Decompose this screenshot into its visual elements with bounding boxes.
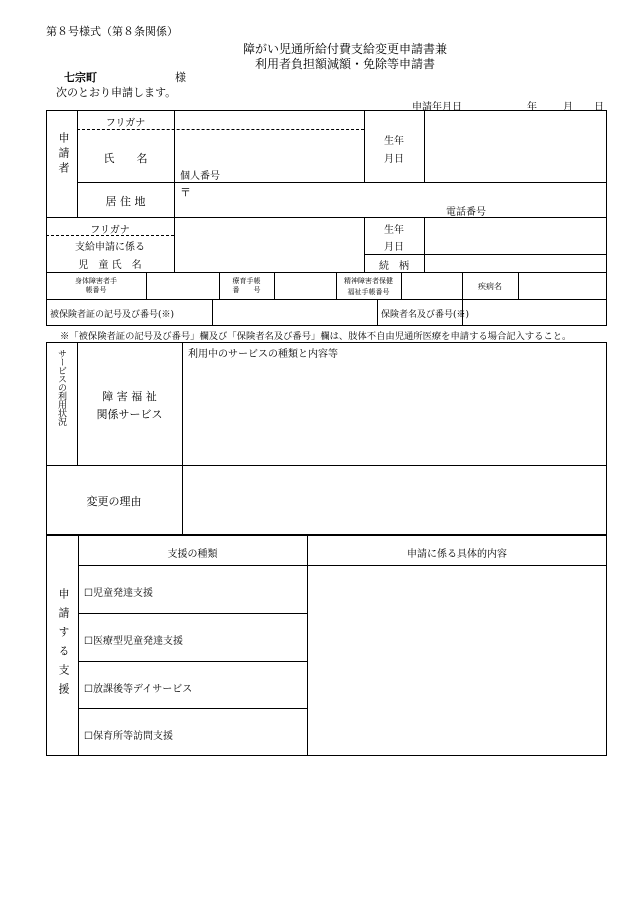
child-birth-l2: 月日: [384, 242, 404, 253]
physical-handbook-l1: 身体障害者手: [75, 277, 117, 285]
ryoiku-handbook-l1: 療育手帳: [232, 277, 261, 285]
physical-handbook-l2: 帳番号: [85, 286, 107, 294]
title-line1: 障がい児通所給付費支給変更申請書兼: [242, 42, 447, 56]
honorific: 様: [175, 71, 186, 84]
support-item-nursery-visit-support[interactable]: ☐保育所等訪問支援: [84, 731, 173, 742]
mynumber-label: 個人番号: [180, 171, 220, 182]
phone-label: 電話番号: [446, 207, 486, 218]
change-reason-label: 変更の理由: [86, 495, 142, 508]
service-content-label: 利用中のサービスの種類と内容等: [188, 349, 338, 360]
mental-handbook-l2: 福祉手帳番号: [347, 288, 390, 296]
child-name-l1: 支給申請に係る: [75, 242, 145, 253]
date-year: 年: [527, 102, 537, 113]
relation-label: 続 柄: [379, 261, 409, 272]
intro-text: 次のとおり申請します。: [56, 86, 177, 99]
applicant-side-label: 申請者: [57, 132, 70, 177]
support-item-child-development[interactable]: ☐児童発達支援: [84, 588, 153, 599]
date-label: 申請年月日: [412, 102, 462, 113]
support-item-after-school-day-service[interactable]: ☐放課後等デイサービス: [84, 684, 193, 695]
date-day: 日: [594, 102, 604, 113]
postal-mark: 〒: [180, 186, 191, 199]
insurance-note: ※「被保険者証の記号及び番号」欄及び「保険者名及び番号」欄は、肢体不自由児通所医療を申請する場合記入すること。: [60, 331, 572, 342]
applicant-birth-l2: 月日: [384, 154, 404, 165]
support-item-medical-child-development[interactable]: ☐医療型児童発達支援: [84, 636, 183, 647]
support-detail-header: 申請に係る具体的内容: [407, 549, 507, 560]
child-birth-l1: 生年: [384, 225, 404, 236]
disease-label: 疾病名: [478, 282, 502, 291]
applicant-birth-l1: 生年: [384, 136, 404, 147]
service-side-label: サービスの利用状況: [56, 349, 66, 426]
form-number: 第８号様式（第８条関係）: [46, 25, 178, 38]
title-line2: 利用者負担額減額・免除等申請書: [254, 57, 435, 71]
insurer-label: 保険者名及び番号(※): [381, 310, 470, 320]
mental-handbook-l1: 精神障害者保健: [344, 277, 393, 285]
insured-label: 被保険者証の記号及び番号(※): [50, 310, 175, 320]
applicant-furigana-label: フリガナ: [105, 118, 146, 129]
welfare-service-l2: 関係サービス: [96, 408, 163, 421]
date-month: 月: [563, 102, 573, 113]
child-furigana-label: フリガナ: [90, 225, 130, 236]
child-name-l2: 児 童 氏 名: [78, 260, 142, 271]
support-type-header: 支援の種類: [167, 549, 218, 560]
ryoiku-handbook-l2: 番 号: [232, 286, 261, 294]
support-side-label: 申請する支援: [57, 588, 70, 702]
applicant-name-label: 氏 名: [103, 152, 148, 165]
address-label: 居 住 地: [105, 195, 146, 208]
addressee: 七宗町: [64, 71, 97, 84]
welfare-service-l1: 障 害 福 祉: [102, 390, 157, 403]
